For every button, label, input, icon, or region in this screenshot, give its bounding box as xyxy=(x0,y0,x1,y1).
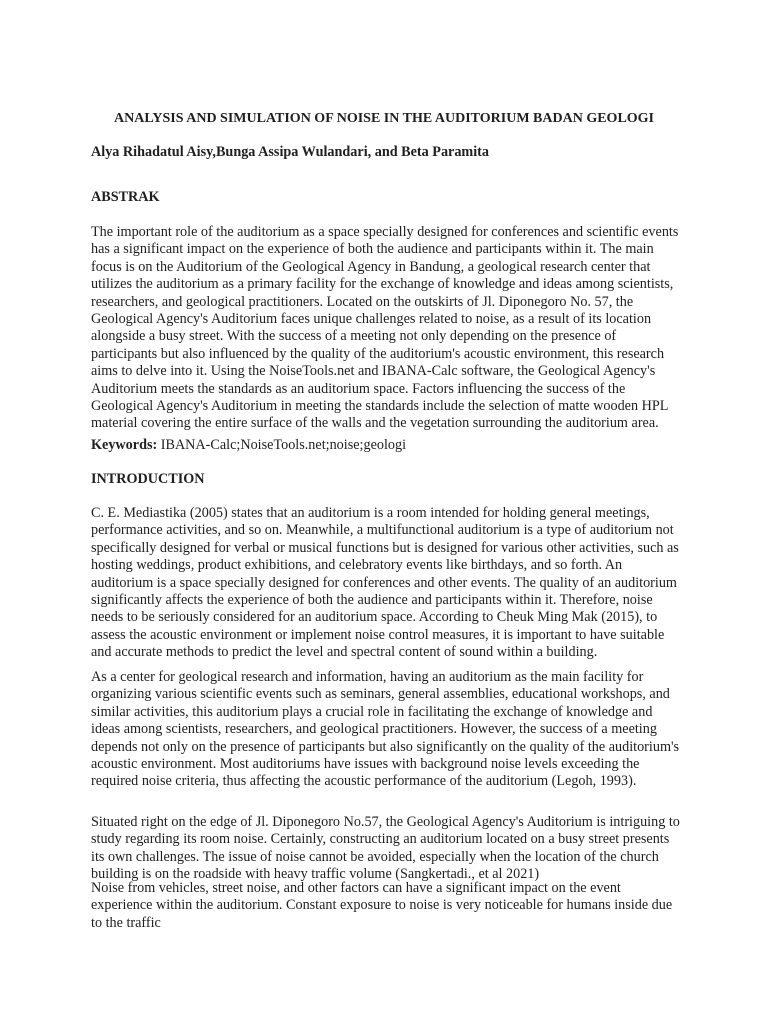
introduction-heading: INTRODUCTION xyxy=(91,471,205,487)
keywords-line xyxy=(91,437,681,454)
paper-authors: Alya Rihadatul Aisy,Bunga Assipa Wulandari, and Beta Paramita xyxy=(91,144,490,160)
abstract-heading: ABSTRAK xyxy=(91,189,160,205)
keywords-text: IBANA-Calc;NoiseTools.net;noise;geologi xyxy=(157,437,407,453)
paper-title: ANALYSIS AND SIMULATION OF NOISE IN THE AUDITORIUM BADAN GEOLOGI xyxy=(113,111,655,126)
keywords-label: Keywords: xyxy=(91,437,158,453)
abstract-paragraph: The important role of the auditorium as a space specially designed for conferences and scientific events has a significant impact on the experience of both the audience and participants within it. The main focus is on the Auditorium of the Geological Agency in Bandung, a geological research center that utilizes the auditorium as a primary facility for the exchange of knowledge and ideas among scientists, researchers, and geological practitioners. Located on the outskirts of Jl. Diponegoro No. 57, the Geological Agency's Auditorium faces unique challenges related to noise, as a result of its location alongside a busy street. With the success of a meeting not only depending on the presence of participants but also influenced by the quality of the auditorium's acoustic environment, this research aims to delve into it. Using the NoiseTools.net and IBANA-Calc software, the Geological Agency's Auditorium meets the standards as an auditorium space. Factors influencing the success of the Geological Agency's Auditorium in meeting the standards include the selection of matte wooden HPL material covering the entire surface of the walls and the vegetation surrounding the auditorium area. xyxy=(91,224,679,432)
introduction-paragraph-4: Noise from vehicles, street noise, and other factors can have a significant impact on the event experience within the auditorium. Constant exposure to noise is very noticeable for humans inside due to the traffic xyxy=(91,880,673,931)
introduction-paragraph-1: C. E. Mediastika (2005) states that an auditorium is a room intended for holding general meetings, performance activities, and so on. Meanwhile, a multifunctional auditorium is a type of auditorium not specifically designed for verbal or musical functions but is designed for various other activities, such as hosting weddings, product exhibitions, and celebratory events like birthdays, and so forth. An auditorium is a space specially designed for conferences and other events. The quality of an auditorium significantly affects the experience of both the audience and participants within it. Therefore, noise needs to be seriously considered for an auditorium space. According to Cheuk Ming Mak (2015), to assess the acoustic environment or implement noise control measures, it is important to have suitable and accurate methods to predict the level and spectral content of sound within a building. xyxy=(91,505,679,661)
introduction-paragraph-2: As a center for geological research and information, having an auditorium as the main facility for organizing various scientific events such as seminars, general assemblies, educational workshops, and similar activities, this auditorium plays a crucial role in facilitating the exchange of knowledge and ideas among scientists, researchers, and geological practitioners. However, the success of a meeting depends not only on the presence of participants but also significantly on the quality of the auditorium's acoustic environment. Most auditoriums have issues with background noise levels exceeding the required noise criteria, thus affecting the acoustic performance of the auditorium (Legoh, 1993). xyxy=(91,669,680,790)
introduction-paragraph-3: Situated right on the edge of Jl. Diponegoro No.57, the Geological Agency's Auditorium is intriguing to study regarding its room noise. Certainly, constructing an auditorium located on a busy street presents its own challenges. The issue of noise cannot be avoided, especially when the location of the church building is on the roadside with heavy traffic volume (Sangkertadi., et al 2021) xyxy=(91,814,680,883)
